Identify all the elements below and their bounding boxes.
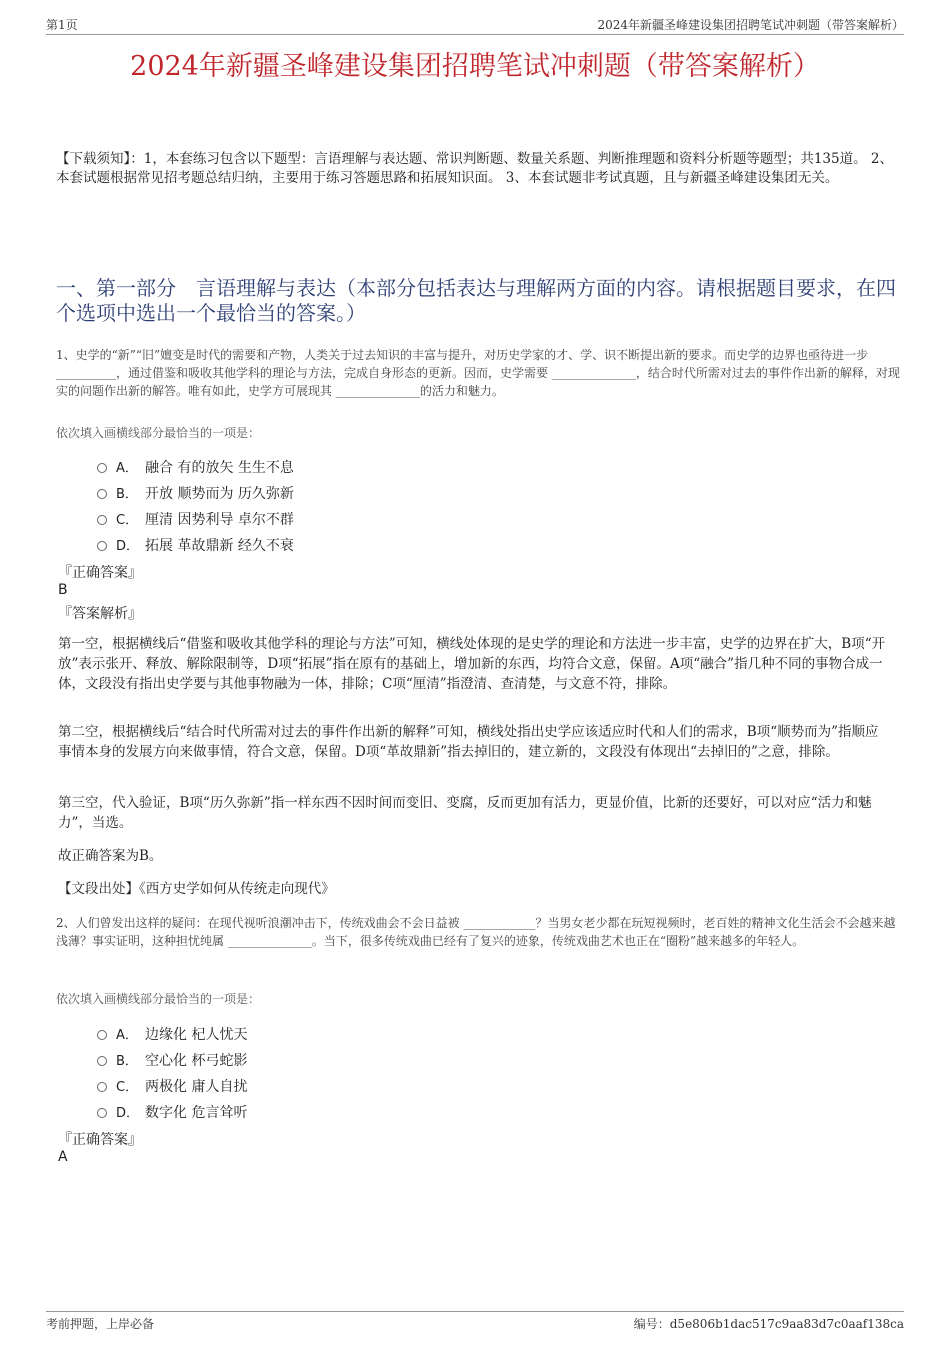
radio-icon[interactable] — [97, 463, 107, 473]
analysis-paragraph-3: 第三空，代入验证，B项“历久弥新”指一样东西不因时间而变旧、变腐，反而更加有活力，更显价值，比新的还要好，可以对应“活力和魅力”，当选。 — [58, 795, 872, 831]
page-header — [46, 14, 904, 35]
question-1-answer-label: 『正确答案』 — [58, 565, 142, 581]
passage-source: 【文段出处】《西方史学如何从传统走向现代》 — [58, 881, 335, 897]
question-2-option-d[interactable]: D． 数字化 危言耸听 — [97, 1102, 247, 1122]
radio-icon[interactable] — [97, 515, 107, 525]
document-title: 2024年新疆圣峰建设集团招聘笔试冲刺题（带答案解析） — [130, 51, 820, 82]
download-notice: 【下载须知】：1，本套练习包含以下题型：言语理解与表达题、常识判断题、数量关系题、判断推理题和资料分析题等题型；共135道。 2、本套试题根据常见招考题总结归纳，主要用于练习答题思路和拓展知识面。 3、本套试题非考试真题，且与新疆圣峰建设集团无关。 — [56, 151, 893, 186]
question-1-text: 1、史学的“新”“旧”嬗变是时代的需要和产物，人类关于过去知识的丰富与提升，对历史学家的才、学、识不断提出新的要求。而史学的边界也亟待进一步 __________，通过借鉴和吸收其他学科的理论与方法，完成自身形态的更新。因而，史学需要 ______________，结合时代所需对过去的事件作出新的解释，对现实的问题作出新的解答。唯有如此，史学方可展现其 ______________的活力和魅力。 — [56, 348, 900, 398]
question-2-prompt: 依次填入画横线部分最恰当的一项是： — [56, 992, 261, 1006]
question-2-answer: A — [58, 1149, 68, 1165]
radio-icon[interactable] — [97, 1030, 107, 1040]
radio-icon[interactable] — [97, 1056, 107, 1066]
footer-slogan: 考前押题，上岸必备 — [46, 1317, 155, 1331]
analysis-conclusion: 故正确答案为B。 — [58, 848, 163, 864]
question-1-analysis-label: 『答案解析』 — [58, 606, 142, 622]
question-2-answer-label: 『正确答案』 — [58, 1132, 142, 1148]
radio-icon[interactable] — [97, 1082, 107, 1092]
radio-icon[interactable] — [97, 489, 107, 499]
question-1-option-b[interactable]: B． 开放 顺势而为 历久弥新 — [97, 483, 294, 503]
page-number: 第1页 — [46, 18, 78, 32]
header-doc-title: 2024年新疆圣峰建设集团招聘笔试冲刺题（带答案解析） — [597, 18, 904, 32]
page-footer — [46, 1311, 904, 1331]
document-id: 编号：d5e806b1dac517c9aa83d7c0aaf138ca — [633, 1317, 904, 1331]
question-2-option-a[interactable]: A． 边缘化 杞人忧天 — [97, 1024, 247, 1044]
question-1-prompt: 依次填入画横线部分最恰当的一项是： — [56, 426, 261, 440]
question-1-option-a[interactable]: A． 融合 有的放矢 生生不息 — [97, 457, 294, 477]
analysis-paragraph-2: 第二空，根据横线后“结合时代所需对过去的事件作出新的解释”可知，横线处指出史学应该适应时代和人们的需求，B项“顺势而为”指顺应事情本身的发展方向来做事情，符合文意，保留。D项“革故鼎新”指去掉旧的，建立新的，文段没有体现出“去掉旧的”之意，排除。 — [58, 724, 879, 760]
question-2-option-c[interactable]: C． 两极化 庸人自扰 — [97, 1076, 247, 1096]
section-heading: 一、第一部分 言语理解与表达（本部分包括表达与理解两方面的内容。请根据题目要求，在四个选项中选出一个最恰当的答案。） — [56, 276, 896, 325]
analysis-paragraph-1: 第一空，根据横线后“借鉴和吸收其他学科的理论与方法”可知，横线处体现的是史学的理论和方法进一步丰富，史学的边界在扩大，B项“开放”表示张开、释放、解除限制等，D项“拓展”指在原有的基础上，增加新的东西，均符合文意，保留。A项“融合”指几种不同的事物合成一体，文段没有指出史学要与其他事物融为一体，排除；C项“厘清”指澄清、查清楚，与文意不符，排除。 — [58, 636, 886, 692]
question-2-text: 2、人们曾发出这样的疑问：在现代视听浪潮冲击下，传统戏曲会不会日益被 ____________？当男女老少都在玩短视频时，老百姓的精神文化生活会不会越来越浅薄？事实证明，这种担忧纯属 ______________。当下，很多传统戏曲已经有了复兴的迹象，传统戏曲艺术也正在“圈粉”越来越多的年轻人。 — [56, 916, 896, 948]
radio-icon[interactable] — [97, 541, 107, 551]
question-1-option-d[interactable]: D． 拓展 革故鼎新 经久不衰 — [97, 535, 294, 555]
question-1-option-c[interactable]: C． 厘清 因势利导 卓尔不群 — [97, 509, 294, 529]
question-1-answer: B — [58, 582, 68, 598]
radio-icon[interactable] — [97, 1108, 107, 1118]
question-2-option-b[interactable]: B． 空心化 杯弓蛇影 — [97, 1050, 247, 1070]
